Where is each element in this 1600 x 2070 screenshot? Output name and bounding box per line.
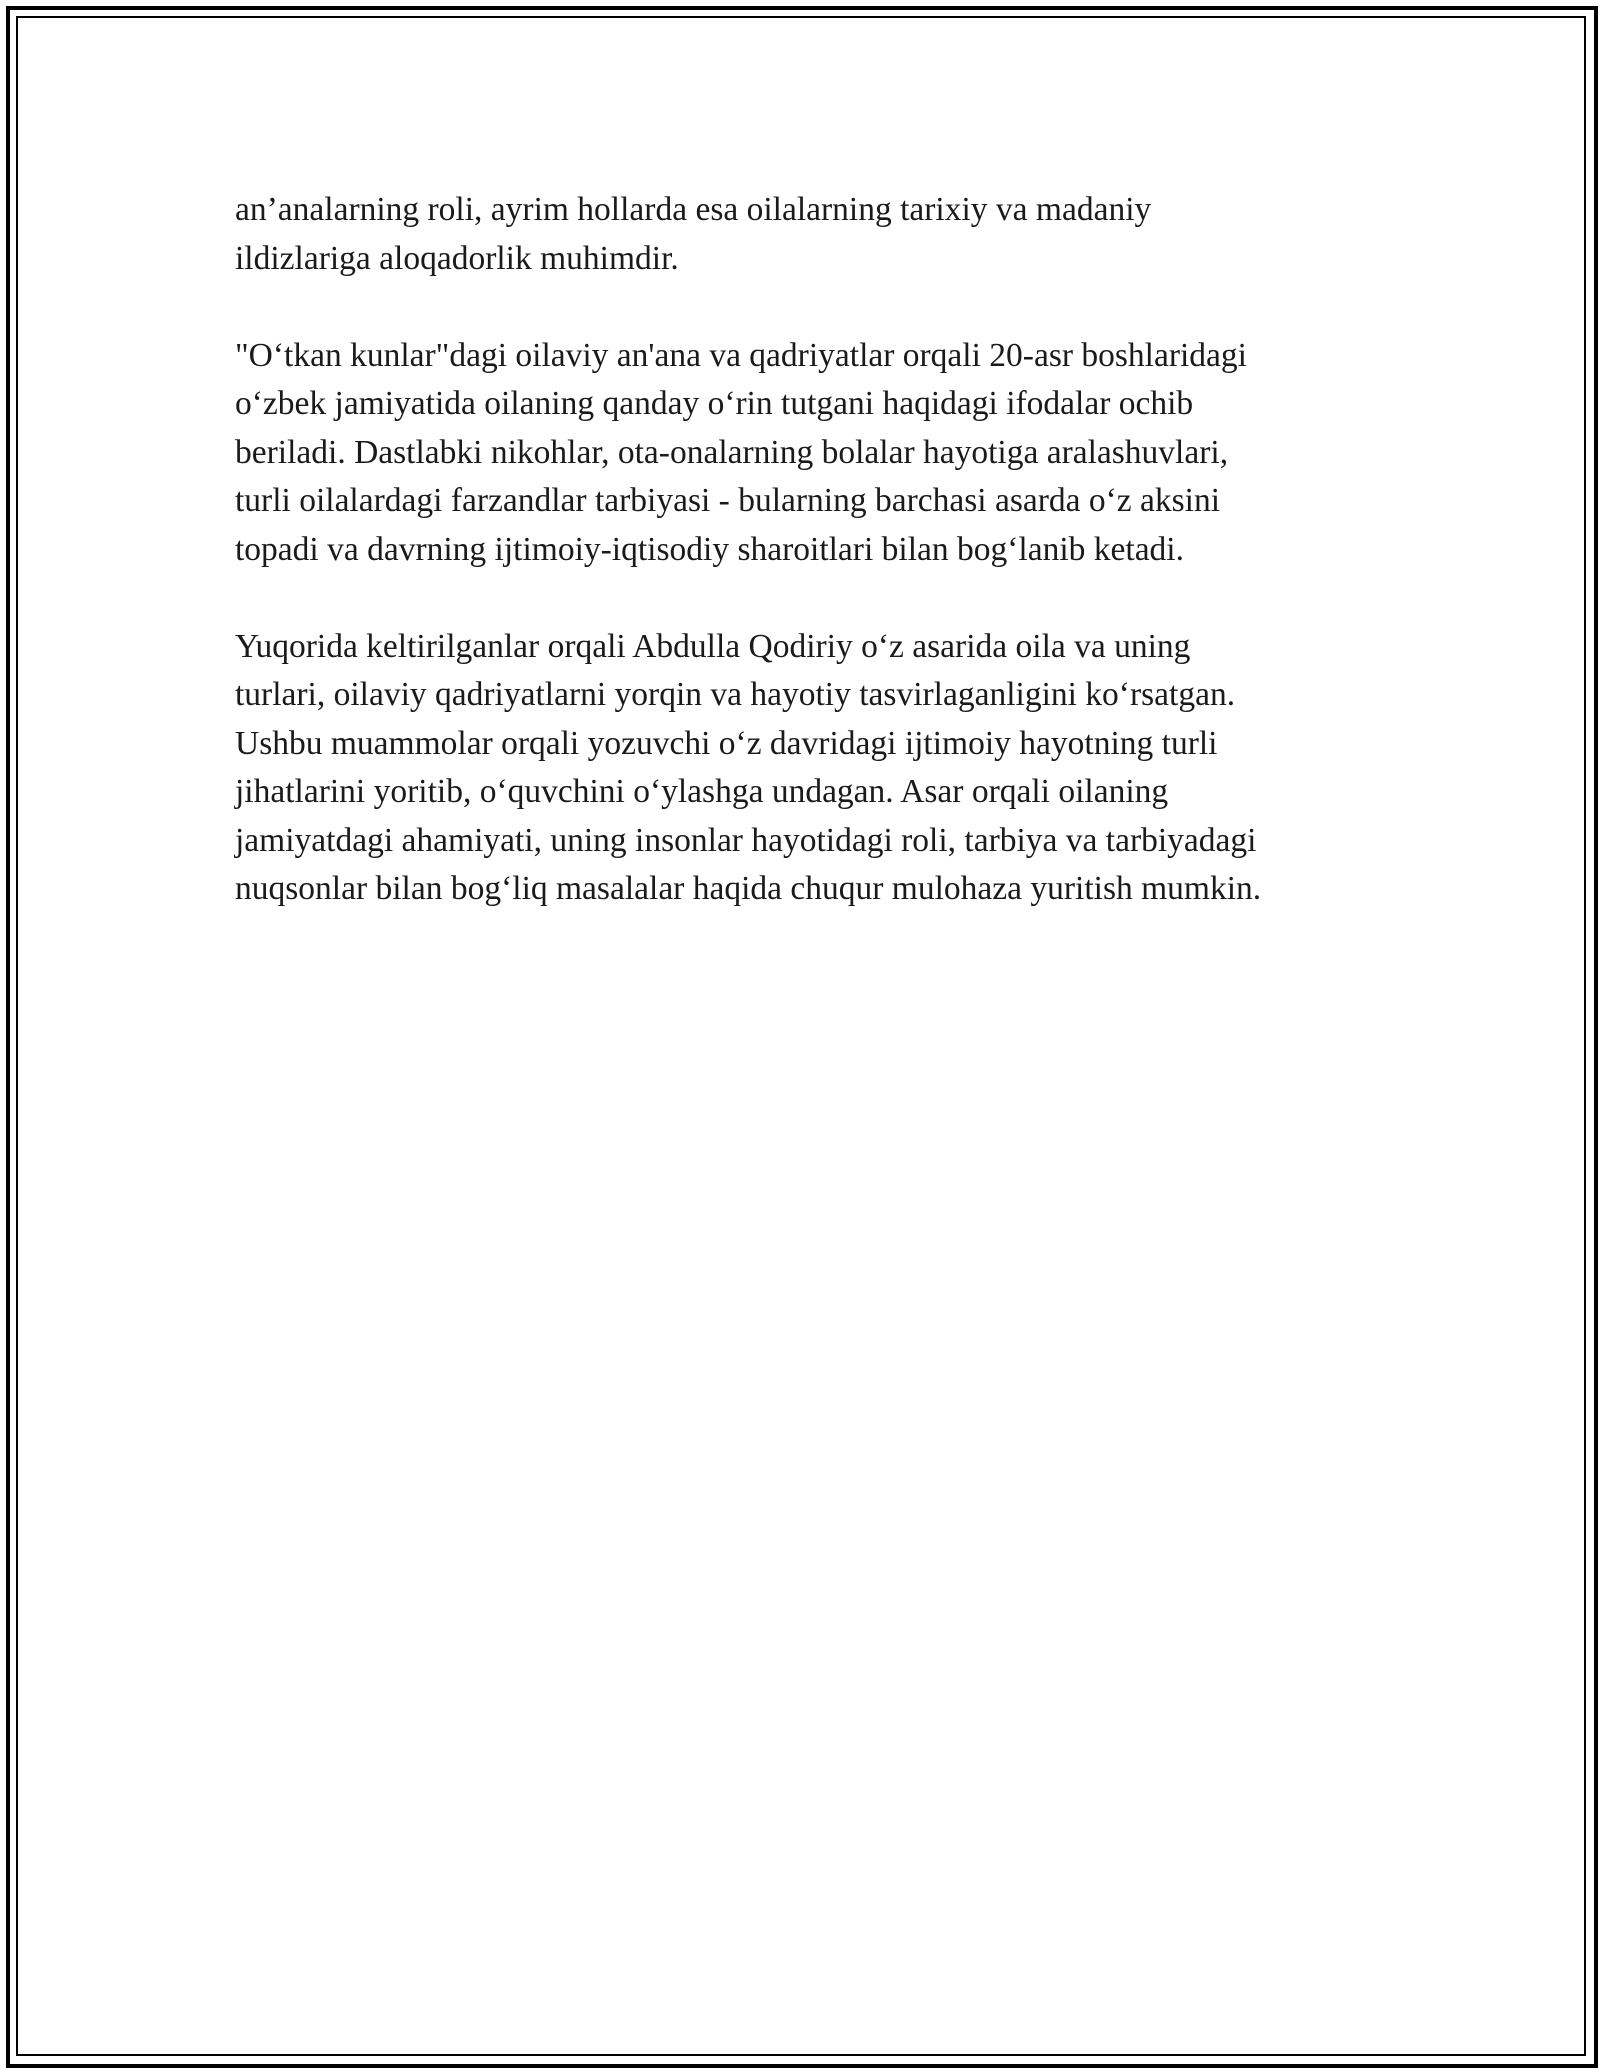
text-line: Yuqorida keltirilganlar orqali Abdulla Qodiriy o‘z asarida oila va uning xyxy=(235,627,1191,665)
text-line: ildizlariga aloqadorlik muhimdir. xyxy=(235,239,679,277)
text-line: jihatlarini yoritib, o‘quvchini o‘ylashga undagan. Asar orqali oilaning xyxy=(235,773,1169,810)
text-line: jamiyatdagi ahamiyati, uning insonlar hayotidagi roli, tarbiya va tarbiyadagi xyxy=(235,821,1257,859)
text-line: o‘zbek jamiyatida oilaning qanday o‘rin tutgani haqidagi ifodalar ochib xyxy=(235,385,1194,422)
text-line: beriladi. Dastlabki nikohlar, ota-onalarning bolalar hayotiga aralashuvlari, xyxy=(235,433,1229,471)
document-body xyxy=(235,186,1375,962)
text-line: topadi va davrning ijtimoiy-iqtisodiy sharoitlari bilan bog‘lanib ketadi. xyxy=(235,530,1184,568)
text-line: turli oilalardagi farzandlar tarbiyasi - bularning barchasi asarda o‘z aksini xyxy=(235,482,1221,519)
text-line: turlari, oilaviy qadriyatlarni yorqin va hayotiy tasvirlaganligini ko‘rsatgan. xyxy=(235,676,1236,713)
text-line: an’analarning roli, ayrim hollarda esa oilalarning tarixiy va madaniy xyxy=(235,191,1152,228)
paragraph-1 xyxy=(235,186,1375,283)
text-line: Ushbu muammolar orqali yozuvchi o‘z davridagi ijtimoiy hayotning turli xyxy=(235,724,1218,762)
paragraph-2 xyxy=(235,332,1375,575)
text-line: "O‘tkan kunlar"dagi oilaviy an'ana va qadriyatlar orqali 20-asr boshlaridagi xyxy=(235,336,1247,374)
text-line: nuqsonlar bilan bog‘liq masalalar haqida chuqur mulohaza yuritish mumkin. xyxy=(235,870,1262,907)
paragraph-3 xyxy=(235,623,1375,914)
